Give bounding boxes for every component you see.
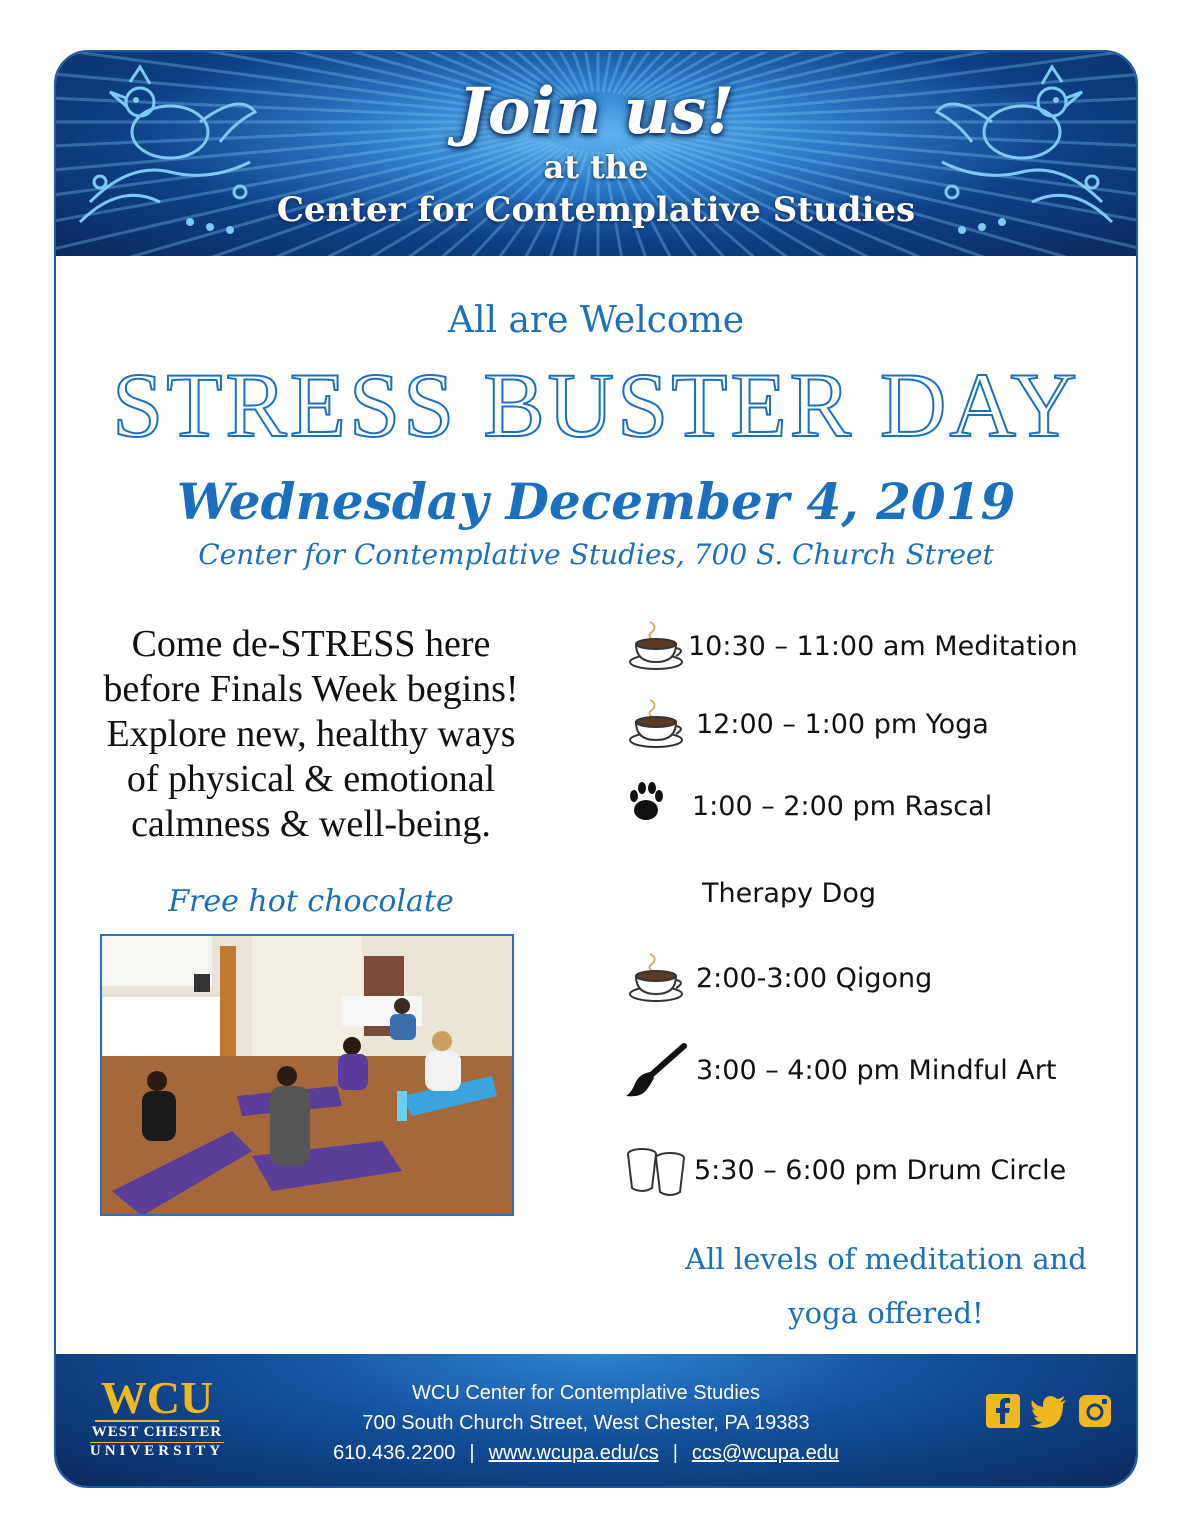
facebook-icon[interactable]: [986, 1394, 1020, 1428]
free-hot-chocolate: Free hot chocolate: [168, 884, 454, 919]
footer-address-block: [256, 1378, 916, 1468]
footer-contact-line: [256, 1438, 916, 1468]
schedule-text: 2:00-3:00 Qigong: [696, 962, 933, 994]
wcu-logo-line2: UNIVERSITY: [89, 1443, 225, 1459]
instagram-icon[interactable]: [1078, 1394, 1112, 1428]
coffee-cup-icon: [624, 618, 688, 674]
footer-banner: [56, 1354, 1136, 1486]
schedule-item: [624, 618, 1078, 674]
at-the-text: at the: [543, 148, 649, 186]
join-us-heading: Join us!: [457, 74, 735, 149]
levels-line: All levels of meditation and: [685, 1242, 1087, 1276]
schedule-text: 3:00 – 4:00 pm Mindful Art: [696, 1054, 1057, 1086]
paw-print-icon: [624, 778, 688, 834]
paintbrush-icon: [624, 1042, 688, 1098]
pitch-line: calmness & well-being.: [131, 803, 491, 845]
coffee-cup-icon: [624, 950, 688, 1006]
schedule-text: 1:00 – 2:00 pm Rascal: [692, 790, 993, 822]
wcu-logo: [82, 1372, 232, 1459]
schedule-item: [624, 696, 989, 752]
event-title: STRESS BUSTER DAY: [112, 354, 1080, 456]
schedule-text: 12:00 – 1:00 pm Yoga: [696, 708, 989, 740]
pitch-line: Explore new, healthy ways: [106, 713, 516, 755]
event-date: Wednesday December 4, 2019: [176, 472, 1016, 531]
drums-icon: [624, 1142, 688, 1198]
schedule-item: [624, 1142, 1066, 1198]
schedule-item: [624, 778, 992, 834]
pitch-text: [66, 622, 556, 847]
footer-address: 700 South Church Street, West Chester, PA 19383: [362, 1412, 810, 1434]
welcome-text: All are Welcome: [447, 300, 745, 341]
separator: |: [672, 1442, 678, 1464]
pitch-line: Come de-STRESS here: [131, 623, 491, 665]
pitch-line: before Finals Week begins!: [103, 668, 519, 710]
social-icons: [986, 1394, 1112, 1428]
levels-note: [656, 1232, 1116, 1340]
schedule-item: [624, 950, 932, 1006]
footer-web-link[interactable]: www.wcupa.edu/cs: [488, 1442, 659, 1464]
schedule-item: [624, 1042, 1056, 1098]
footer-email-link[interactable]: ccs@wcupa.edu: [691, 1442, 839, 1464]
footer-phone: 610.436.2200: [333, 1442, 456, 1464]
schedule-text: 5:30 – 6:00 pm Drum Circle: [694, 1154, 1067, 1186]
schedule-text: 10:30 – 11:00 am Meditation: [688, 630, 1078, 662]
levels-line: yoga offered!: [788, 1296, 984, 1330]
wcu-logo-line1: WEST CHESTER: [91, 1424, 223, 1440]
pitch-line: of physical & emotional: [126, 758, 496, 800]
footer-org: WCU Center for Contemplative Studies: [412, 1382, 760, 1404]
event-venue: Center for Contemplative Studies, 700 S. Church Street: [198, 538, 994, 571]
yoga-class-photo: [100, 934, 514, 1216]
separator: |: [469, 1442, 475, 1464]
header-center-name: Center for Contemplative Studies: [276, 190, 916, 230]
therapy-dog-text: Therapy Dog: [702, 878, 877, 909]
header-banner: [56, 52, 1136, 256]
flyer-frame: [54, 50, 1138, 1488]
twitter-icon[interactable]: [1030, 1394, 1068, 1428]
wcu-logo-letters: WCU: [95, 1376, 219, 1422]
coffee-cup-icon: [624, 696, 688, 752]
